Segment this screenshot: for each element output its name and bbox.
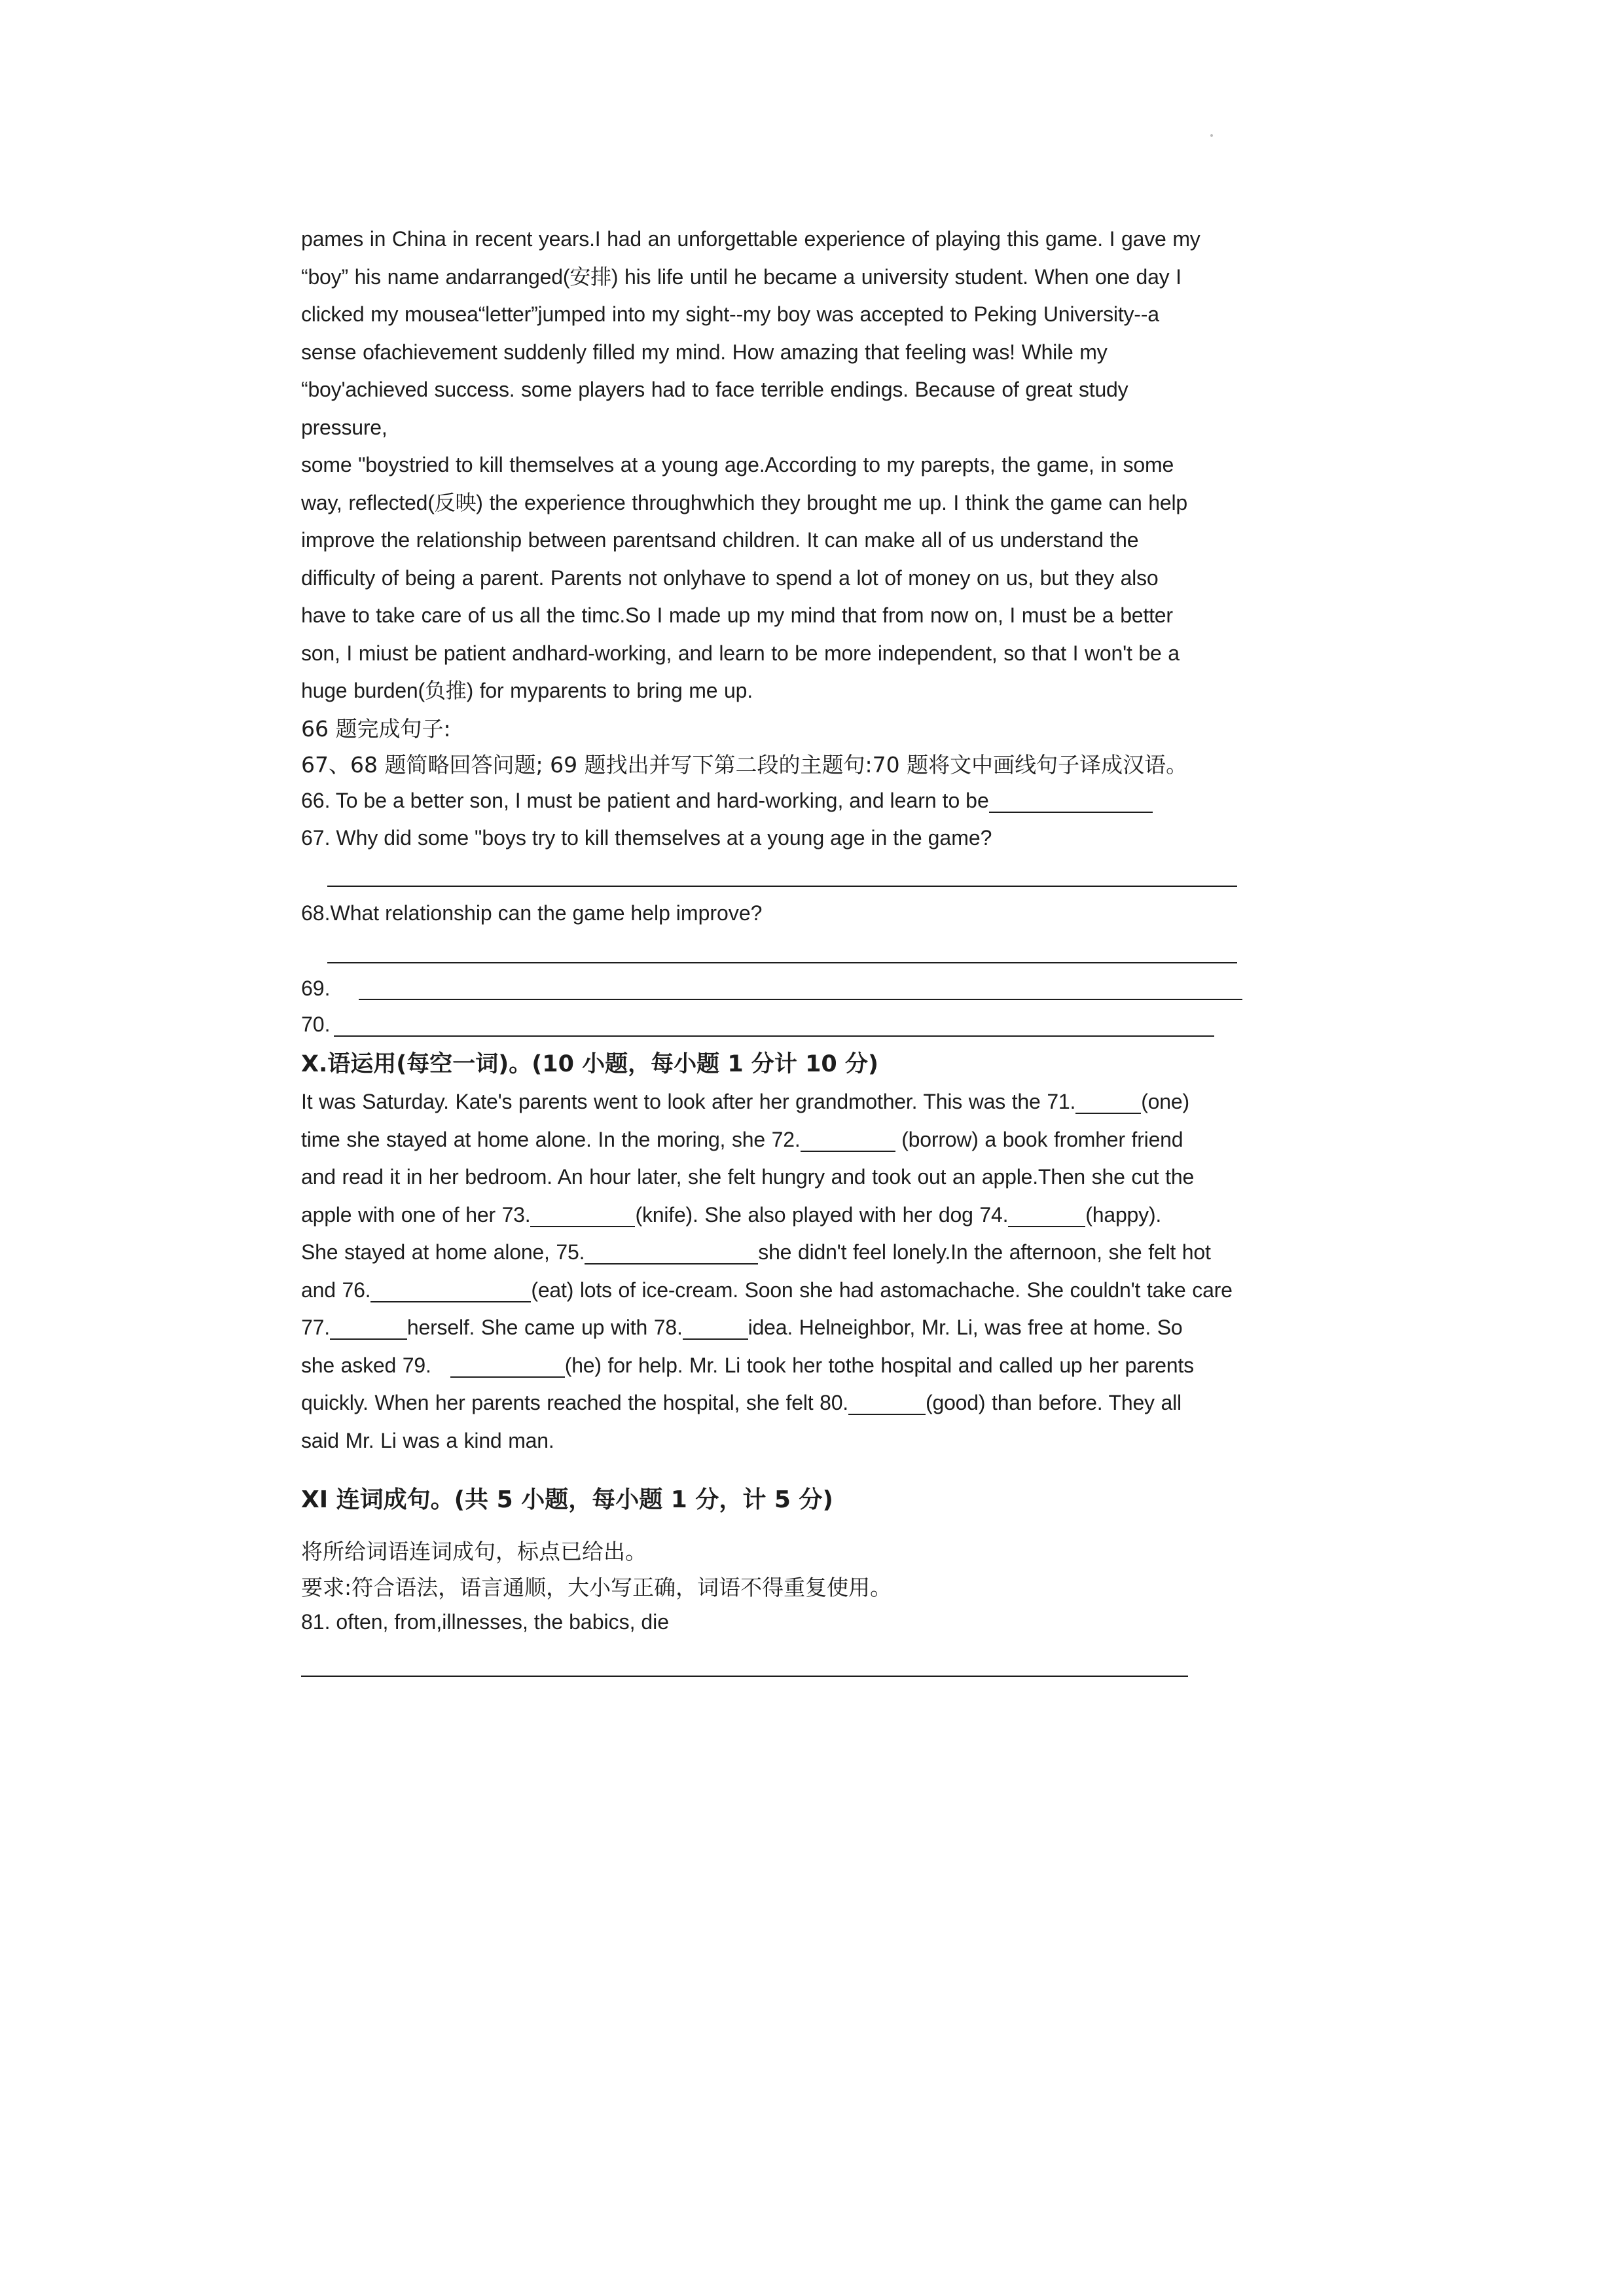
scan-speck (1210, 134, 1213, 137)
cloze-text-part: (knife). She also played with her dog 74. (635, 1202, 1009, 1227)
section-11-requirement: 要求:符合语法，语言通顺，大小写正确，词语不得重复使用。 (301, 1575, 892, 1600)
passage-line: improve the relationship between parentsand children. It can make all of us understand the (301, 528, 1139, 552)
cloze-text-part: idea. Helneighbor, Mr. Li, was free at home. So (748, 1316, 1183, 1339)
passage-line: “boy'achieved success. some players had to face terrible endings. Because of great study (301, 378, 1128, 401)
cloze-text-part: apple with one of her 73. (301, 1202, 531, 1227)
passage-line: have to take care of us all the timc.So I made up my mind that from now on, I must be a better (301, 603, 1173, 627)
instruction-66: 66 题完成句子: (301, 716, 451, 742)
cloze-text-part: (he) for help. Mr. Li took her tothe hospital and called up her parents (564, 1353, 1194, 1377)
cloze-line: and read it in her bedroom. An hour later, she felt hungry and took out an apple.Then she cut the (301, 1165, 1195, 1189)
passage-line: clicked my mousea“letter”jumped into my sight--my boy was accepted to Peking University--a (301, 302, 1159, 326)
answer-blank-76[interactable] (370, 1278, 531, 1302)
answer-blank-80[interactable] (848, 1390, 926, 1415)
question-67: 67. Why did some "boys try to kill themselves at a young age in the game? (301, 826, 992, 850)
cloze-line (301, 1234, 1306, 1272)
instruction-67-70: 67、68 题简略回答问题; 69 题找出并写下第二段的主题句:70 题将文中画线句子译成汉语。 (301, 752, 1188, 778)
question-66 (301, 788, 1153, 813)
answer-blank-78[interactable] (683, 1315, 748, 1340)
cloze-text-part: (happy). (1085, 1202, 1162, 1227)
answer-line-68[interactable] (327, 962, 1237, 963)
question-69: 69. (301, 977, 331, 1000)
cloze-text-part: quickly. When her parents reached the hospital, she felt 80. (301, 1391, 849, 1414)
passage-line: way, reflected(反映) the experience throughwhich they brought me up. I think the game can help (301, 490, 1187, 514)
question-81: 81. often, from,illnesses, the babics, die (301, 1610, 670, 1634)
section-11-heading: XI 连词成句。(共 5 小题，每小题 1 分，计 5 分) (301, 1486, 833, 1513)
passage-line: difficulty of being a parent. Parents not onlyhave to spend a lot of money on us, but they also (301, 565, 1159, 590)
cloze-text-part: It was Saturday. Kate's parents went to look after her grandmother. This was the 71. (301, 1090, 1076, 1113)
passage-line: huge burden(负推) for myparents to bring me up. (301, 679, 753, 702)
cloze-line (301, 1384, 1306, 1422)
cloze-text-part: (good) than before. They all (926, 1391, 1182, 1414)
answer-blank-79[interactable] (450, 1353, 565, 1378)
answer-blank-77[interactable] (330, 1315, 407, 1340)
section-10-passage (301, 1083, 1306, 1460)
reading-passage (301, 221, 1306, 710)
answer-blank-71[interactable] (1075, 1089, 1141, 1114)
cloze-text-part: She stayed at home alone, 75. (301, 1240, 585, 1264)
passage-line: some "boystried to kill themselves at a young age.According to my parepts, the game, in some (301, 453, 1174, 476)
cloze-line (301, 1347, 1306, 1385)
cloze-line (301, 1309, 1306, 1347)
answer-blank-72[interactable] (801, 1127, 895, 1152)
cloze-text-part: she asked 79. (301, 1353, 431, 1377)
answer-blank-74[interactable] (1008, 1202, 1085, 1227)
cloze-text-part: herself. She came up with 78. (406, 1316, 683, 1339)
cloze-text-part: she didn't feel lonely.In the afternoon, she felt hot (758, 1240, 1211, 1264)
cloze-text-part: and 76. (301, 1278, 371, 1302)
answer-line-67[interactable] (327, 886, 1237, 887)
cloze-line (301, 1083, 1306, 1121)
cloze-text-part: (one) (1141, 1090, 1189, 1113)
cloze-text-part: (borrow) a book fromher friend (895, 1127, 1183, 1151)
cloze-line (301, 1121, 1306, 1159)
question-70: 70. (301, 1013, 331, 1036)
passage-line: sense ofachievement suddenly filled my mind. How amazing that feeling was! While my (301, 340, 1108, 364)
answer-blank-66[interactable] (989, 788, 1153, 813)
answer-blank-75[interactable] (585, 1240, 758, 1265)
answer-line-81[interactable] (301, 1676, 1188, 1677)
cloze-line: said Mr. Li was a kind man. (301, 1428, 554, 1452)
passage-text (301, 221, 1306, 710)
cloze-text-part: 77. (301, 1316, 330, 1339)
cloze-text-part: (eat) lots of ice-cream. Soon she had astomachache. She couldn't take care (531, 1278, 1233, 1302)
passage-line: “boy” his name andarranged(安排) his life until he became a university student. When one day I (301, 264, 1182, 289)
cloze-line (301, 1196, 1306, 1234)
passage-line: pames in China in recent years.I had an unforgettable experience of playing this game. I gave my (301, 227, 1200, 251)
passage-line: son, I miust be patient andhard-working, and learn to be more independent, so that I won't be a (301, 641, 1180, 665)
passage-line: pressure, (301, 415, 388, 439)
cloze-line (301, 1272, 1306, 1310)
section-11-instruction: 将所给词语连词成句，标点已给出。 (301, 1539, 647, 1564)
cloze-text-part: time she stayed at home alone. In the moring, she 72. (301, 1127, 801, 1151)
question-66-text: 66. To be a better son, I must be patient and hard-working, and learn to be (301, 789, 989, 812)
section-10-heading: X.语运用(每空一词)。(10 小题，每小题 1 分计 10 分) (301, 1051, 878, 1077)
cloze-text (301, 1083, 1306, 1460)
answer-line-70[interactable] (334, 1035, 1214, 1037)
answer-line-69[interactable] (359, 999, 1242, 1000)
question-68: 68.What relationship can the game help improve? (301, 901, 763, 925)
answer-blank-73[interactable] (530, 1202, 635, 1227)
